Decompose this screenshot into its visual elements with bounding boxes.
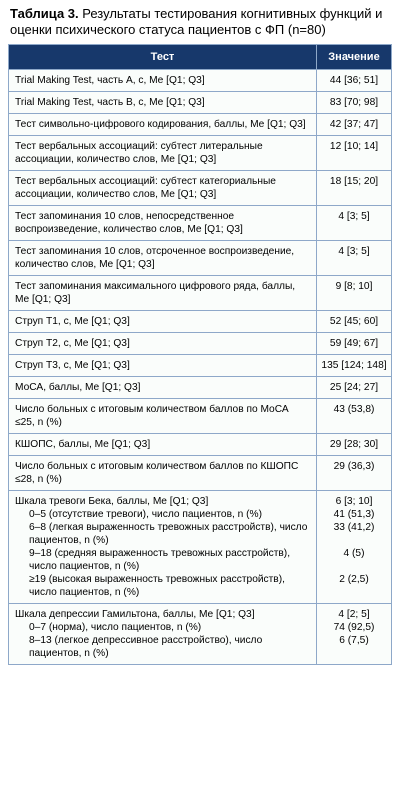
table-row xyxy=(9,70,392,92)
value-cell: 12 [10; 14] xyxy=(317,136,392,171)
hamilton-item-label: 8–13 (легкое депрессивное расстройство), число пациентов, n (%) xyxy=(29,635,263,659)
table-row xyxy=(9,311,392,333)
value-cell: 59 [49; 67] xyxy=(317,333,392,355)
hamilton-item-label: 0–7 (норма), число пациентов, n (%) xyxy=(29,622,202,633)
test-cell: Число больных с итоговым количеством баллов по МоСА ≤25, n (%) xyxy=(9,399,317,434)
beck-item-label: ≥19 (высокая выраженность тревожных расстройств), число пациентов, n (%) xyxy=(29,574,285,598)
table-row xyxy=(9,434,392,456)
table-row xyxy=(9,136,392,171)
beck-item-label: 9–18 (средняя выраженность тревожных расстройств), число пациентов, n (%) xyxy=(29,548,291,572)
value-cell: 52 [45; 60] xyxy=(317,311,392,333)
hamilton-scale-row xyxy=(9,604,392,665)
hamilton-scale-labels xyxy=(9,604,317,665)
value-cell: 29 (36,3) xyxy=(317,456,392,491)
table-row xyxy=(9,92,392,114)
hamilton-item-value: 6 (7,5) xyxy=(339,635,369,646)
test-cell: Тест символьно-цифрового кодирования, баллы, Me [Q1; Q3] xyxy=(9,114,317,136)
table-row xyxy=(9,456,392,491)
value-cell: 18 [15; 20] xyxy=(317,171,392,206)
table-row xyxy=(9,114,392,136)
test-cell: Тест вербальных ассоциаций: субтест категориальные ассоциации, количество слов, Me [Q1; Q3] xyxy=(9,171,317,206)
table-row xyxy=(9,355,392,377)
test-cell: Струп T3, с, Me [Q1; Q3] xyxy=(9,355,317,377)
test-cell: Тест запоминания 10 слов, отсроченное воспроизведение, количество слов, Me [Q1; Q3] xyxy=(9,241,317,276)
header-test: Тест xyxy=(9,45,317,70)
table-row xyxy=(9,377,392,399)
beck-scale-row xyxy=(9,491,392,604)
value-cell: 4 [3; 5] xyxy=(317,241,392,276)
table-row xyxy=(9,241,392,276)
hamilton-item-value: 74 (92,5) xyxy=(333,622,375,633)
beck-item-value: 4 (5) xyxy=(343,548,365,559)
value-cell: 43 (53,8) xyxy=(317,399,392,434)
beck-scale-values xyxy=(317,491,392,604)
value-cell: 9 [8; 10] xyxy=(317,276,392,311)
test-cell: Струп T2, с, Me [Q1; Q3] xyxy=(9,333,317,355)
results-table xyxy=(8,44,392,665)
beck-title-value: 6 [3; 10] xyxy=(335,496,373,507)
table-number: Таблица 3. xyxy=(10,6,79,21)
table-caption xyxy=(10,6,392,38)
table-row xyxy=(9,333,392,355)
table-title: Результаты тестирования когнитивных функций и оценки психического статуса пациентов с ФП (n=80) xyxy=(10,6,383,37)
value-cell: 29 [28; 30] xyxy=(317,434,392,456)
beck-item-label: 6–8 (легкая выраженность тревожных расстройств), число пациентов, n (%) xyxy=(29,522,308,546)
test-cell: КШОПС, баллы, Me [Q1; Q3] xyxy=(9,434,317,456)
beck-item-value: 33 (41,2) xyxy=(333,522,375,533)
table-row xyxy=(9,171,392,206)
test-cell: Число больных с итоговым количеством баллов по КШОПС ≤28, n (%) xyxy=(9,456,317,491)
test-cell: Тест вербальных ассоциаций: субтест литеральные ассоциации, количество слов, Me [Q1; Q3] xyxy=(9,136,317,171)
test-cell: МоСА, баллы, Me [Q1; Q3] xyxy=(9,377,317,399)
value-cell: 4 [3; 5] xyxy=(317,206,392,241)
table-row xyxy=(9,276,392,311)
table-row xyxy=(9,399,392,434)
hamilton-scale-values xyxy=(317,604,392,665)
header-value: Значение xyxy=(317,45,392,70)
test-cell: Тест запоминания 10 слов, непосредственное воспроизведение, количество слов, Me [Q1; Q3] xyxy=(9,206,317,241)
beck-scale-title: Шкала тревоги Бека, баллы, Me [Q1; Q3] xyxy=(15,496,209,507)
table-row xyxy=(9,206,392,241)
beck-item-value: 41 (51,3) xyxy=(333,509,375,520)
value-cell: 25 [24; 27] xyxy=(317,377,392,399)
hamilton-scale-title: Шкала депрессии Гамильтона, баллы, Me [Q1; Q3] xyxy=(15,609,255,620)
table-header-row xyxy=(9,45,392,70)
test-cell: Струп T1, с, Me [Q1; Q3] xyxy=(9,311,317,333)
test-cell: Trial Making Test, часть B, с, Me [Q1; Q3] xyxy=(9,92,317,114)
value-cell: 83 [70; 98] xyxy=(317,92,392,114)
test-cell: Trial Making Test, часть A, с, Me [Q1; Q3] xyxy=(9,70,317,92)
value-cell: 135 [124; 148] xyxy=(317,355,392,377)
value-cell: 44 [36; 51] xyxy=(317,70,392,92)
test-cell: Тест запоминания максимального цифрового ряда, баллы, Me [Q1; Q3] xyxy=(9,276,317,311)
hamilton-title-value: 4 [2; 5] xyxy=(338,609,370,620)
beck-item-value: 2 (2,5) xyxy=(339,574,369,585)
value-cell: 42 [37; 47] xyxy=(317,114,392,136)
beck-scale-labels xyxy=(9,491,317,604)
beck-item-label: 0–5 (отсутствие тревоги), число пациентов, n (%) xyxy=(29,509,263,520)
